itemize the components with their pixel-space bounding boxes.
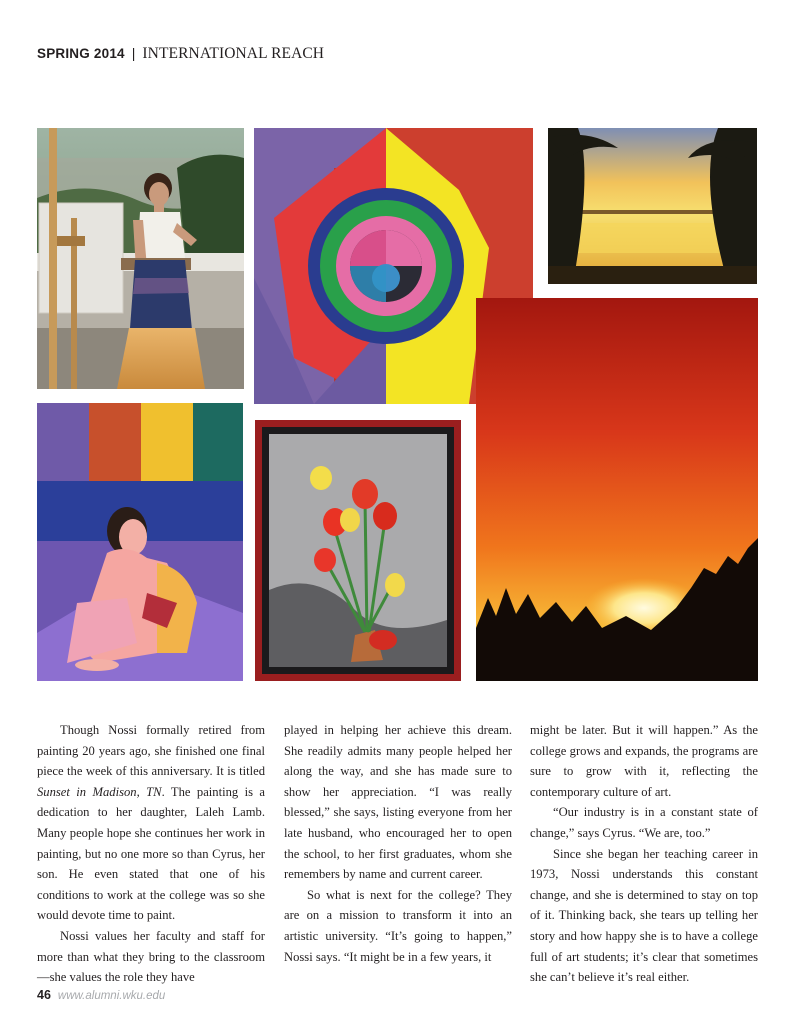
paragraph: might be later. But it will happen.” As the college grows and expands, the programs are sure to grow with it, reflecting the contemporary culture of art. [530, 723, 758, 799]
seated-figure-painting [37, 403, 243, 681]
paragraph-text: . The painting is a dedication to her daughter, Laleh Lamb. Many people hope she continues her work in painting, but no one more so than Cyrus, her son. He even stated that one of his conditions to work at the college was so she would devote time to paint. [37, 784, 265, 923]
painting-title: Sunset in Madison, TN [37, 784, 162, 799]
painter-photo [37, 128, 244, 389]
tulips-vase-painting [255, 420, 461, 681]
paragraph: “Our industry is in a constant state of change,” says Cyrus. “We are, too.” [530, 805, 758, 840]
page-number: 46 [37, 988, 51, 1002]
issue-label: SPRING 2014 [37, 46, 125, 61]
paragraph: played in helping her achieve this dream. She readily admits many people helped her along the way, and she has made sure to show her appreciation. “I was really blessed,” she says, listing everyone from her late husband, who encouraged her to open the school, to her first graduates, whom she remembers by name and current career. [284, 723, 512, 882]
article-column-3 [530, 720, 758, 988]
paragraph: So what is next for the college? They are on a mission to transform it into an artistic university. “It’s going to happen,” Nossi says. “It might be in a few years, it [284, 887, 512, 964]
article-column-2 [284, 720, 512, 967]
paragraph [37, 720, 265, 926]
red-sunset-painting [476, 298, 758, 681]
article-column-1 [37, 720, 265, 988]
lake-sunset-painting [548, 128, 757, 284]
paragraph: Nossi values her faculty and staff for more than what they bring to the classroom—she values the role they have [37, 928, 265, 985]
paragraph: Since she began her teaching career in 1973, Nossi understands this constant change, and she is determined to stay on top of it. Thinking back, she tears up telling her story and how happy she is to have a college full of art students; it’s clear that sometimes she can’t believe it’s real either. [530, 846, 758, 985]
paragraph-text: Though Nossi formally retired from painting 20 years ago, she finished one final piece the week of this anniversary. It is titled [37, 723, 265, 779]
running-header [37, 45, 324, 65]
footer-url: www.alumni.wku.edu [57, 990, 166, 1002]
page-footer [37, 988, 165, 1002]
header-separator: | [131, 45, 136, 61]
magazine-title: INTERNATIONAL REACH [142, 45, 325, 62]
